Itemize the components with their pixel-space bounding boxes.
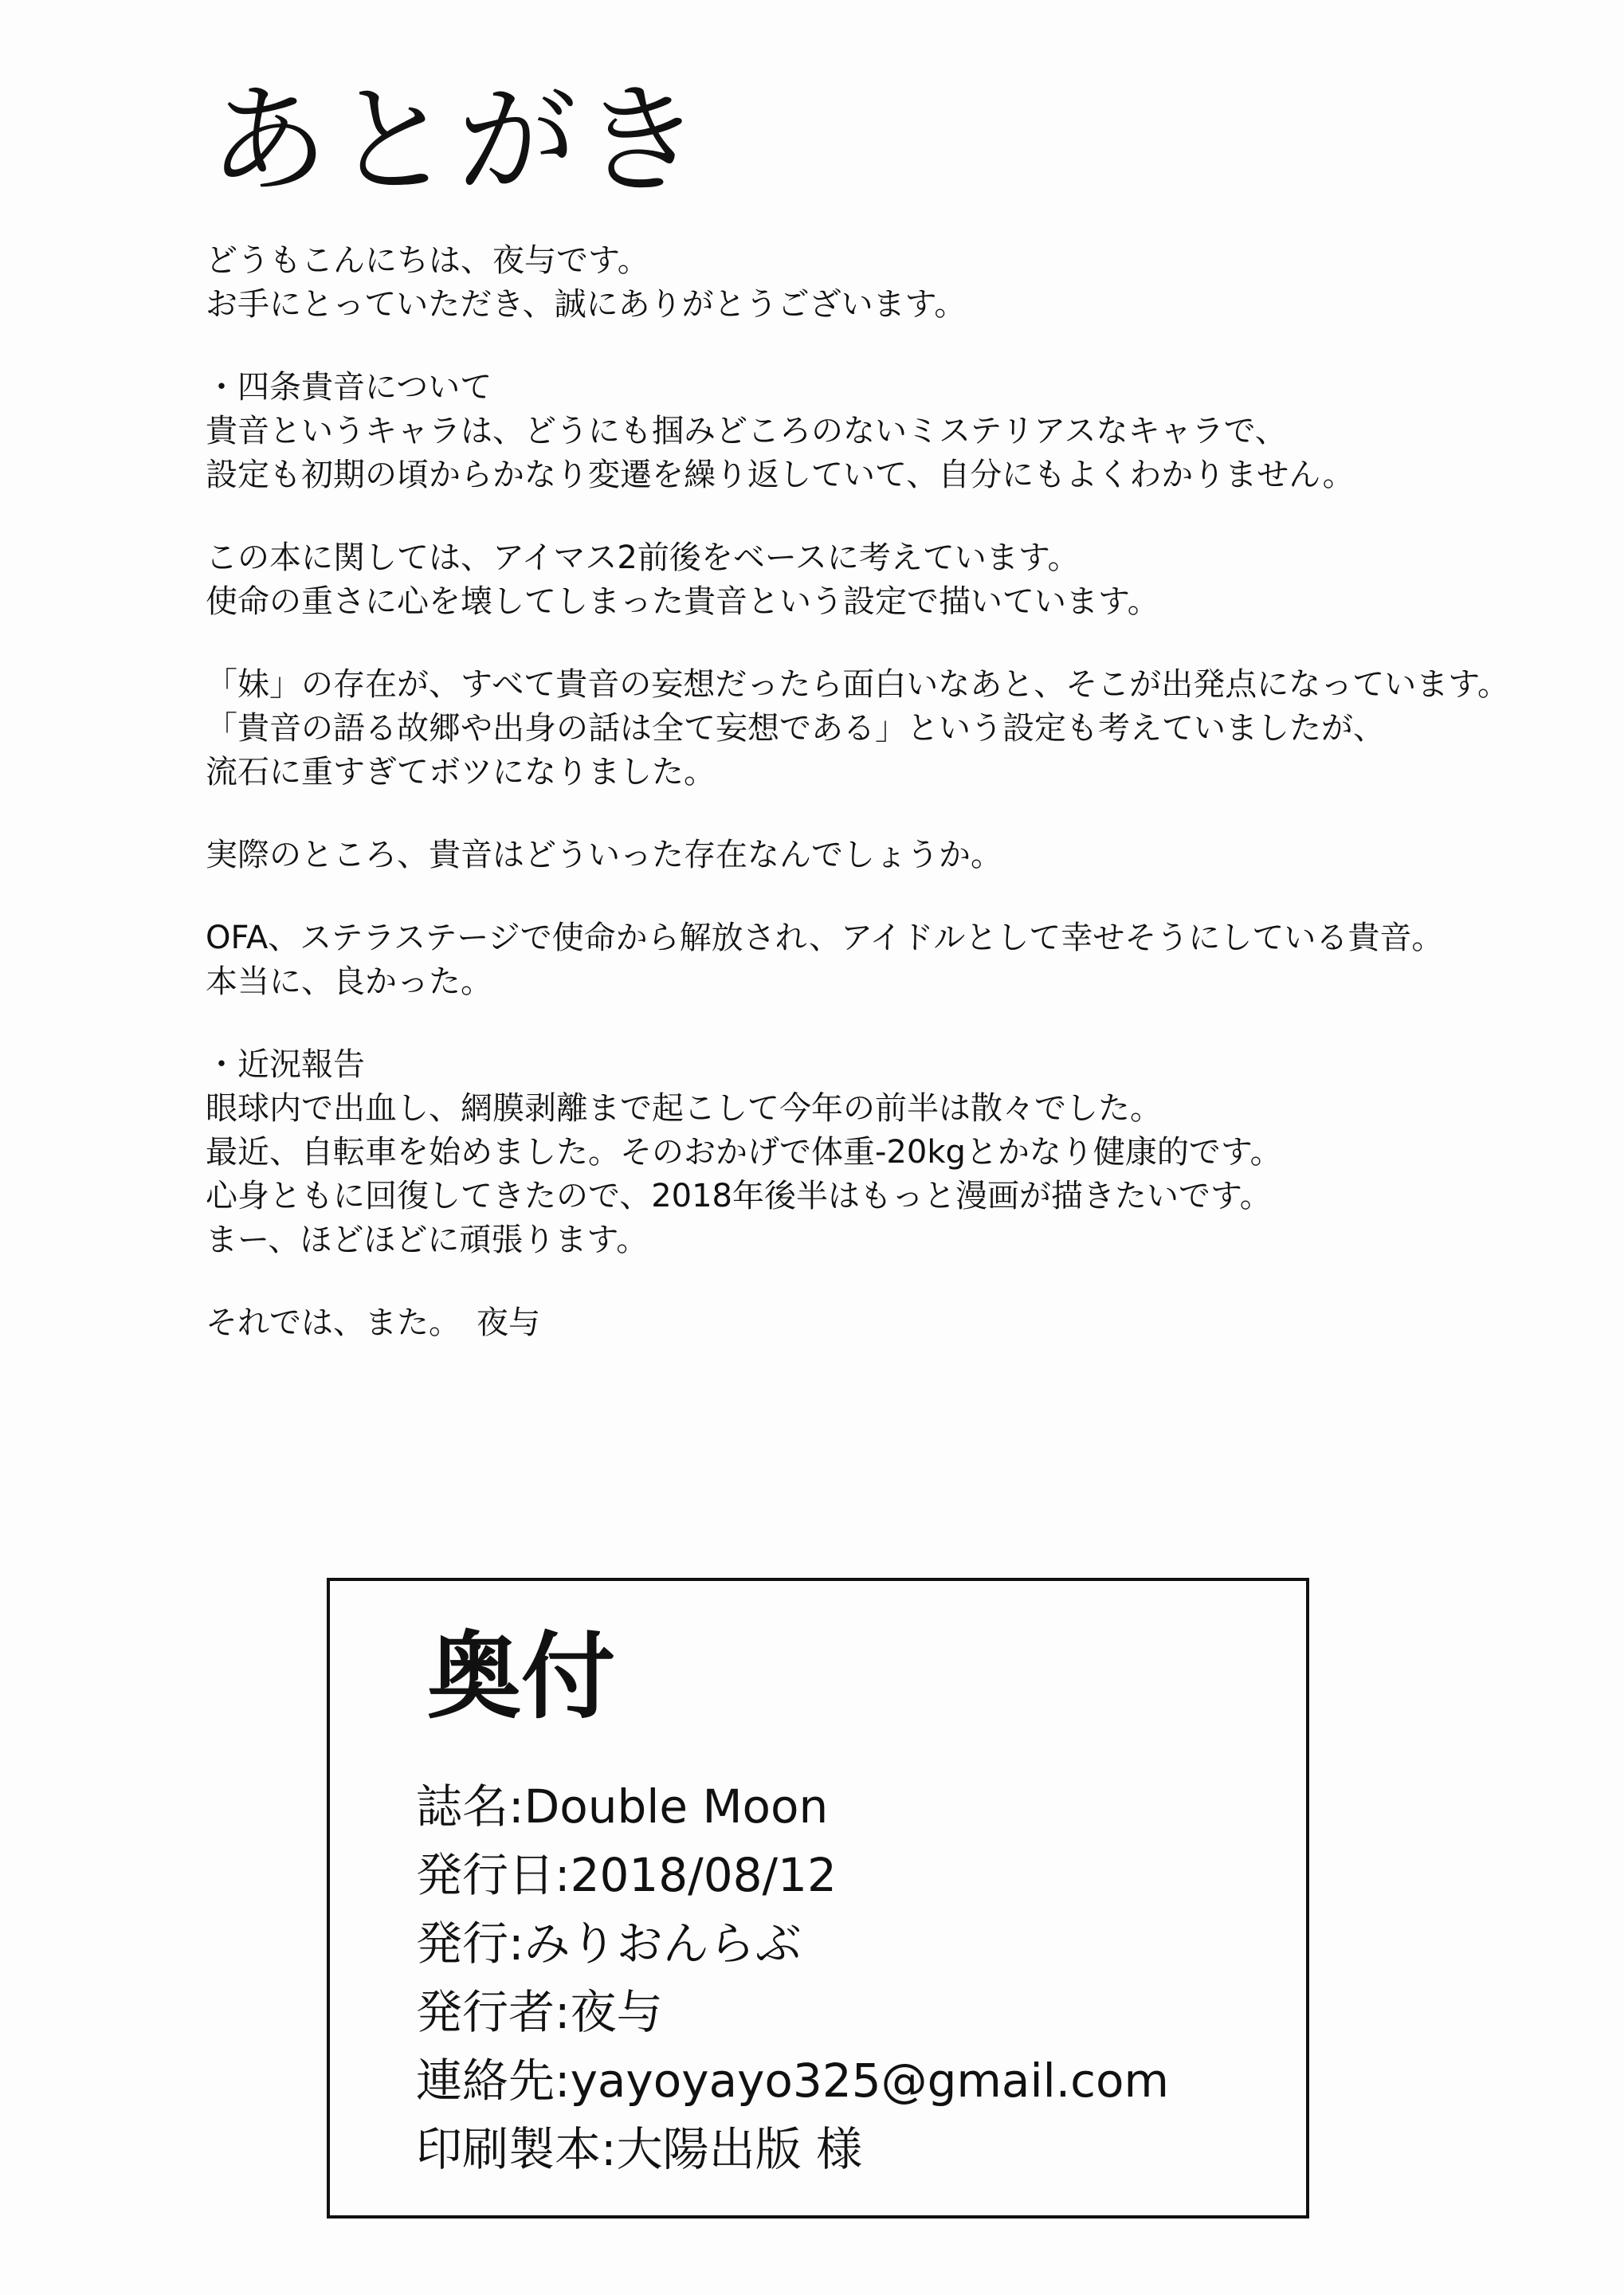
text-line: 心身ともに回復してきたので、2018年後半はもっと漫画が描きたいです。 (206, 1178, 1272, 1214)
text-line: 「妹」の存在が、すべて貴音の妄想だったら面白いなあと、そこが出発点になっています。 (206, 666, 1509, 703)
paragraph-book-basis (206, 536, 1576, 624)
colophon-label: 印刷製本 (416, 2122, 602, 2176)
colophon-value: yayoyayo325@gmail.com (570, 2054, 1170, 2108)
text-line: OFA、ステラステージで使命から解放され、アイドルとして幸せそうにしている貴音。 (206, 920, 1444, 956)
text-line: 実際のところ、貴音はどういった存在なんでしょうか。 (206, 837, 1002, 873)
signoff-line: それでは、また。 夜与 (206, 1304, 540, 1341)
colophon-label: 発行者 (416, 1985, 555, 2039)
colophon-value: みりおんらぶ (524, 1916, 802, 1971)
colophon-separator: : (601, 2122, 617, 2176)
paragraph-greeting (206, 239, 1576, 327)
paragraph-existence (206, 834, 1576, 877)
text-line: 使命の重さに心を壊してしまった貴音という設定で描いています。 (206, 583, 1159, 620)
text-line: 設定も初期の頃からかなり変遷を繰り返していて、自分にもよくわかりません。 (206, 457, 1355, 493)
text-line: 流石に重すぎてボツになりました。 (206, 754, 716, 790)
colophon-value: 2018/08/12 (570, 1848, 837, 1902)
colophon-value: Double Moon (524, 1779, 829, 1834)
text-line: まー、ほどほどに頑張ります。 (206, 1222, 649, 1258)
colophon-row-contact (416, 2046, 1169, 2115)
colophon-box (327, 1578, 1309, 2218)
colophon-separator: : (555, 1848, 571, 1902)
text-line: 「貴音の語る故郷や出身の話は全て妄想である」という設定も考えていましたが、 (206, 710, 1385, 747)
colophon-separator: : (555, 1985, 571, 2039)
paragraph-ofa (206, 916, 1576, 1004)
text-line: 貴音というキャラは、どうにも掴みどころのないミステリアスなキャラで、 (206, 413, 1287, 449)
colophon-label: 連絡先 (416, 2054, 555, 2108)
colophon-row-issuer (416, 1978, 1169, 2046)
text-line: この本に関しては、アイマス2前後をベースに考えています。 (206, 539, 1080, 576)
section-heading: ・近況報告 (206, 1046, 365, 1083)
paragraph-sister (206, 663, 1576, 794)
colophon-row-printer (416, 2115, 1169, 2183)
paragraph-recent-news (206, 1043, 1576, 1262)
colophon-row-publish-date (416, 1841, 1169, 1909)
colophon-label: 発行 (416, 1916, 509, 1971)
colophon-label: 誌名 (416, 1779, 509, 1834)
colophon-separator: : (508, 1779, 524, 1834)
text-line: 最近、自転車を始めました。そのおかげで体重-20kgとかなり健康的です。 (206, 1134, 1282, 1171)
colophon-row-magazine-name (416, 1772, 1169, 1841)
page-title: あとがき (209, 72, 707, 210)
colophon-separator: : (555, 2054, 571, 2108)
paragraph-takane-heading (206, 366, 1576, 497)
colophon-title: 奥付 (427, 1622, 616, 1732)
section-heading: ・四条貴音について (206, 369, 492, 406)
colophon-label: 発行日 (416, 1848, 555, 1902)
colophon-value: 夜与 (570, 1985, 663, 2039)
text-line: どうもこんにちは、夜与です。 (206, 242, 649, 279)
paragraph-signoff (206, 1301, 1576, 1345)
colophon-list (416, 1772, 1169, 2183)
text-line: お手にとっていただき、誠にありがとうございます。 (206, 286, 967, 323)
colophon-value: 大陽出版 様 (616, 2122, 862, 2176)
colophon-separator: : (508, 1916, 524, 1971)
text-line: 本当に、良かった。 (206, 963, 492, 1000)
colophon-row-publisher (416, 1909, 1169, 1978)
text-line: 眼球内で出血し、網膜剥離まで起こして今年の前半は散々でした。 (206, 1090, 1162, 1127)
afterword-body (206, 239, 1576, 1384)
